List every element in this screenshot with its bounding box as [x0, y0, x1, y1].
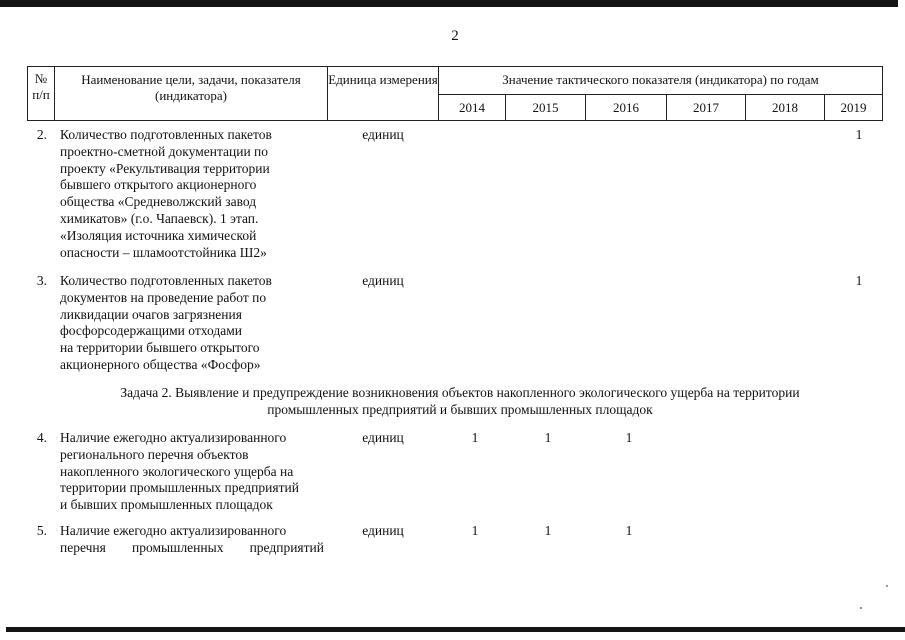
row-value-2015: 1 [544, 430, 552, 445]
row-name-line: накопленного экологического ущерба на [60, 463, 294, 479]
row-name-line: проектно-сметной документации по [60, 143, 269, 159]
header-year-2018: 2018 [745, 94, 825, 121]
row-value-2016: 1 [625, 430, 633, 445]
row-name-line: фосфорсодержащими отходами [60, 323, 242, 339]
bottom-border-bar [6, 627, 905, 632]
row-name-line: перечня промышленных предприятий [60, 539, 324, 555]
row-name-line: бывшего открытого акционерного [60, 177, 257, 193]
row-name [60, 127, 324, 261]
row-value-2014: 1 [471, 430, 479, 445]
scan-speck [860, 607, 862, 609]
task-2-line: Задача 2. Выявление и предупреждение возникновения объектов накопленного экологического ущерба на территории [120, 385, 800, 400]
row-name-line: общества «Средневолжский завод [60, 194, 257, 210]
row-name-line: на территории бывшего открытого [60, 340, 260, 356]
row-name-line: акционерного общества «Фосфор» [60, 356, 261, 372]
row-name-line: регионального перечня объектов [60, 446, 249, 462]
header-year-2019: 2019 [824, 94, 883, 121]
row-name-line: Количество подготовленных пакетов [60, 273, 272, 288]
row-value-2016: 1 [625, 523, 633, 538]
row-name-line: опасности – шламоотстойника Ш2» [60, 244, 267, 260]
row-number: 3. [36, 273, 47, 288]
page-number: 2 [451, 28, 459, 44]
row-name-line: «Изоляция источника химической [60, 227, 257, 243]
row-value-2019: 1 [855, 273, 863, 288]
row-name-line: Наличие ежегодно актуализированного [60, 430, 287, 445]
row-name-line: территории промышленных предприятий [60, 480, 299, 496]
header-year-2016: 2016 [585, 94, 667, 121]
row-name-line: Наличие ежегодно актуализированного [60, 523, 287, 538]
row-name-line: проекту «Рекультивация территории [60, 160, 270, 176]
row-number: 2. [36, 127, 47, 142]
row-number: 5. [36, 523, 47, 538]
row-name-line: химикатов» (г.о. Чапаевск). 1 этап. [60, 210, 259, 226]
header-num: № п/п [27, 66, 55, 121]
row-name-line: Количество подготовленных пакетов [60, 127, 272, 142]
header-values-title: Значение тактического показателя (индикатора) по годам [438, 66, 883, 95]
row-name [60, 273, 324, 374]
row-unit: единиц [362, 430, 404, 445]
row-unit: единиц [362, 273, 404, 288]
row-name [60, 430, 324, 514]
task-2-heading [60, 384, 860, 418]
row-value-2014: 1 [471, 523, 479, 538]
row-value-2015: 1 [544, 523, 552, 538]
row-name-line: ликвидации очагов загрязнения [60, 306, 242, 322]
row-unit: единиц [362, 127, 404, 142]
header-unit: Единица измерения [327, 66, 439, 121]
task-2-line: промышленных предприятий и бывших промышленных площадок [267, 402, 653, 417]
row-unit: единиц [362, 523, 404, 538]
row-name [60, 523, 324, 557]
row-value-2019: 1 [855, 127, 863, 142]
header-year-2015: 2015 [505, 94, 586, 121]
header-name: Наименование цели, задачи, показателя (индикатора) [54, 66, 328, 121]
row-name-line: документов на проведение работ по [60, 289, 267, 305]
row-name-line: и бывших промышленных площадок [60, 497, 273, 513]
header-year-2014: 2014 [438, 94, 506, 121]
header-year-2017: 2017 [666, 94, 746, 121]
row-number: 4. [36, 430, 47, 445]
top-border-bar [0, 0, 898, 7]
scan-speck [886, 585, 888, 587]
